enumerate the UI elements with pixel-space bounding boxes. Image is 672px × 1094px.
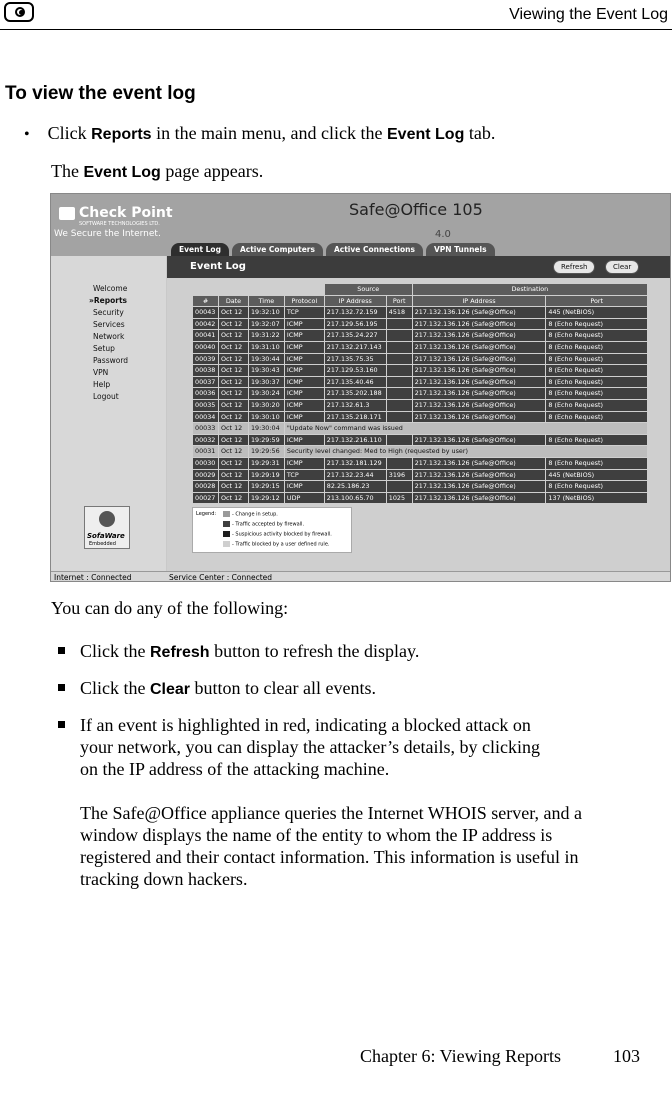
brand-name: Check Point bbox=[79, 205, 173, 221]
table-cell: 217.132.136.126 (Safe@Office) bbox=[412, 353, 546, 365]
tab-active-computers[interactable]: Active Computers bbox=[232, 243, 323, 256]
page-appears-text: The Event Log page appears. bbox=[51, 161, 264, 181]
table-cell: Oct 12 bbox=[218, 318, 248, 330]
table-cell: 00036 bbox=[193, 388, 219, 400]
table-cell: Oct 12 bbox=[218, 307, 248, 319]
table-cell: 19:29:12 bbox=[248, 492, 284, 504]
table-cell: 00038 bbox=[193, 365, 219, 377]
table-cell: 8 (Echo Request) bbox=[546, 353, 648, 365]
legend-item: - Traffic accepted by firewall. bbox=[223, 521, 304, 529]
table-cell bbox=[386, 330, 412, 342]
table-cell: 19:32:10 bbox=[248, 307, 284, 319]
chapter-icon bbox=[4, 2, 34, 22]
table-cell bbox=[386, 365, 412, 377]
intro-text: You can do any of the following: bbox=[51, 598, 289, 618]
table-cell bbox=[386, 399, 412, 411]
whois-paragraph: The Safe@Office appliance queries the Internet WHOIS server, and a window displays the name of the entity to whom the IP address is registered and their contact information. This information is useful in tracking down hackers. bbox=[80, 803, 582, 889]
table-cell: 00033 bbox=[193, 423, 219, 435]
table-cell: 3196 bbox=[386, 469, 412, 481]
table-cell: 00030 bbox=[193, 457, 219, 469]
table-cell: Oct 12 bbox=[218, 353, 248, 365]
table-cell: "Update Now" command was issued bbox=[284, 423, 647, 435]
table-cell: 19:30:24 bbox=[248, 388, 284, 400]
table-cell: 19:31:22 bbox=[248, 330, 284, 342]
table-cell: 00028 bbox=[193, 481, 219, 493]
table-cell: 8 (Echo Request) bbox=[546, 481, 648, 493]
table-cell: 8 (Echo Request) bbox=[546, 341, 648, 353]
table-cell: 217.132.136.126 (Safe@Office) bbox=[412, 457, 546, 469]
running-header: Viewing the Event Log bbox=[509, 6, 668, 23]
table-cell: 19:30:04 bbox=[248, 423, 284, 435]
table-cell[interactable]: 217.132.216.110 bbox=[324, 434, 386, 446]
table-cell: Oct 12 bbox=[218, 481, 248, 493]
table-cell: ICMP bbox=[284, 411, 324, 423]
table-row bbox=[193, 388, 648, 400]
refresh-item: Click the Refresh button to refresh the display. bbox=[80, 641, 420, 661]
table-cell bbox=[386, 341, 412, 353]
table-cell: 8 (Echo Request) bbox=[546, 388, 648, 400]
table-row bbox=[193, 457, 648, 469]
content-pane bbox=[167, 256, 671, 571]
table-cell: Oct 12 bbox=[218, 457, 248, 469]
column-header-row bbox=[193, 295, 648, 307]
square-bullet-icon bbox=[58, 721, 65, 728]
table-cell: ICMP bbox=[284, 388, 324, 400]
table-cell: 00027 bbox=[193, 492, 219, 504]
table-cell bbox=[386, 457, 412, 469]
menu-reports[interactable]: »Reports bbox=[89, 296, 127, 305]
table-cell[interactable]: 217.129.56.195 bbox=[324, 318, 386, 330]
sofaware-logo: SofaWare Embedded bbox=[84, 506, 130, 549]
table-cell[interactable]: 217.129.53.160 bbox=[324, 365, 386, 377]
legend bbox=[192, 507, 352, 553]
table-cell: 19:32:07 bbox=[248, 318, 284, 330]
menu-welcome[interactable]: Welcome bbox=[93, 284, 128, 293]
table-cell: ICMP bbox=[284, 434, 324, 446]
table-cell: 00034 bbox=[193, 411, 219, 423]
col-time: Time bbox=[248, 295, 284, 307]
table-cell: Oct 12 bbox=[218, 330, 248, 342]
sofaware-badge-icon bbox=[99, 511, 115, 527]
table-cell: 19:29:31 bbox=[248, 457, 284, 469]
attack-item: If an event is highlighted in red, indicating a blocked attack on your network, you can display the attacker’s details, by clicking on the IP address of the attacking machine. bbox=[80, 715, 541, 779]
table-cell: Security level changed: Med to High (requested by user) bbox=[284, 446, 647, 458]
table-cell: 217.132.136.126 (Safe@Office) bbox=[412, 469, 546, 481]
service-center-status: Service Center : Connected bbox=[169, 573, 273, 582]
table-cell: 4518 bbox=[386, 307, 412, 319]
table-cell: 217.132.136.126 (Safe@Office) bbox=[412, 376, 546, 388]
footer-page-number: 103 bbox=[613, 1046, 640, 1066]
destination-header: Destination bbox=[412, 284, 647, 296]
table-cell: 8 (Echo Request) bbox=[546, 457, 648, 469]
table-cell[interactable]: 217.132.181.129 bbox=[324, 457, 386, 469]
legend-item: - Suspicious activity blocked by firewall. bbox=[223, 531, 332, 539]
legend-item: - Traffic blocked by a user defined rule. bbox=[223, 541, 330, 549]
table-row bbox=[193, 307, 648, 319]
table-row bbox=[193, 446, 648, 458]
product-name: Safe@Office 105 bbox=[349, 200, 483, 219]
table-cell: 19:29:59 bbox=[248, 434, 284, 446]
table-cell: 8 (Echo Request) bbox=[546, 330, 648, 342]
table-cell: Oct 12 bbox=[218, 434, 248, 446]
refresh-button[interactable]: Refresh bbox=[553, 260, 595, 274]
table-cell: 217.132.136.126 (Safe@Office) bbox=[412, 411, 546, 423]
table-cell[interactable]: 217.135.75.35 bbox=[324, 353, 386, 365]
col-dst-ip: IP Address bbox=[412, 295, 546, 307]
table-row bbox=[193, 399, 648, 411]
table-cell[interactable]: 217.132.72.159 bbox=[324, 307, 386, 319]
table-cell: 19:30:10 bbox=[248, 411, 284, 423]
table-cell: ICMP bbox=[284, 376, 324, 388]
table-cell: 00040 bbox=[193, 341, 219, 353]
table-cell[interactable]: 217.135.24.227 bbox=[324, 330, 386, 342]
table-cell: ICMP bbox=[284, 330, 324, 342]
menu-vpn[interactable]: VPN bbox=[93, 368, 109, 377]
menu-logout[interactable]: Logout bbox=[93, 392, 119, 401]
table-cell: TCP bbox=[284, 307, 324, 319]
table-cell: ICMP bbox=[284, 353, 324, 365]
source-header: Source bbox=[324, 284, 412, 296]
internet-status: Internet : Connected bbox=[54, 573, 132, 582]
table-cell: 00029 bbox=[193, 469, 219, 481]
table-cell: ICMP bbox=[284, 365, 324, 377]
table-cell: Oct 12 bbox=[218, 446, 248, 458]
table-row bbox=[193, 353, 648, 365]
table-cell: 19:30:44 bbox=[248, 353, 284, 365]
table-cell: 19:31:10 bbox=[248, 341, 284, 353]
table-cell: 217.132.136.126 (Safe@Office) bbox=[412, 318, 546, 330]
legend-title: Legend: bbox=[196, 511, 217, 517]
table-cell: 217.132.136.126 (Safe@Office) bbox=[412, 399, 546, 411]
status-bar bbox=[51, 571, 671, 582]
table-cell: 8 (Echo Request) bbox=[546, 399, 648, 411]
table-cell: 19:29:19 bbox=[248, 469, 284, 481]
clear-button[interactable]: Clear bbox=[605, 260, 639, 274]
table-cell: 19:30:37 bbox=[248, 376, 284, 388]
menu-password[interactable]: Password bbox=[93, 356, 129, 365]
page-title: Event Log bbox=[190, 261, 246, 272]
col-protocol: Protocol bbox=[284, 295, 324, 307]
table-cell[interactable]: 217.132.61.3 bbox=[324, 399, 386, 411]
group-header-row bbox=[193, 284, 648, 296]
table-cell: 19:29:15 bbox=[248, 481, 284, 493]
table-row bbox=[193, 365, 648, 377]
table-cell: 19:30:20 bbox=[248, 399, 284, 411]
event-table bbox=[192, 283, 648, 504]
table-cell: 217.132.136.126 (Safe@Office) bbox=[412, 481, 546, 493]
col-dst-port: Port bbox=[546, 295, 648, 307]
section-heading: To view the event log bbox=[5, 83, 196, 104]
table-cell: 00032 bbox=[193, 434, 219, 446]
legend-swatch bbox=[223, 511, 230, 517]
table-cell: 8 (Echo Request) bbox=[546, 376, 648, 388]
legend-item: - Change in setup. bbox=[223, 511, 278, 519]
table-cell bbox=[386, 481, 412, 493]
table-cell: 00043 bbox=[193, 307, 219, 319]
tagline: We Secure the Internet. bbox=[54, 229, 161, 239]
step-bullet: • Click Reports in the main menu, and click the Event Log tab. bbox=[24, 123, 496, 143]
table-cell: Oct 12 bbox=[218, 411, 248, 423]
header-rule bbox=[0, 29, 672, 30]
table-row bbox=[193, 330, 648, 342]
table-cell: Oct 12 bbox=[218, 492, 248, 504]
table-cell[interactable]: 82.25.186.23 bbox=[324, 481, 386, 493]
table-cell[interactable]: 217.135.40.46 bbox=[324, 376, 386, 388]
table-cell: 19:30:43 bbox=[248, 365, 284, 377]
square-bullet-icon bbox=[58, 647, 65, 654]
event-log-screenshot bbox=[50, 193, 671, 582]
table-cell: 8 (Echo Request) bbox=[546, 365, 648, 377]
table-cell bbox=[386, 318, 412, 330]
version: 4.0 bbox=[435, 229, 451, 240]
col-src-port: Port bbox=[386, 295, 412, 307]
tab-event-log[interactable]: Event Log bbox=[171, 243, 229, 256]
table-cell: 217.132.136.126 (Safe@Office) bbox=[412, 330, 546, 342]
menu-network[interactable]: Network bbox=[93, 332, 125, 341]
page-title-bar bbox=[167, 256, 671, 278]
table-cell: ICMP bbox=[284, 457, 324, 469]
table-cell: ICMP bbox=[284, 399, 324, 411]
table-row bbox=[193, 423, 648, 435]
table-row bbox=[193, 492, 648, 504]
col-number: # bbox=[193, 295, 219, 307]
legend-swatch bbox=[223, 541, 230, 547]
table-row bbox=[193, 318, 648, 330]
col-src-ip: IP Address bbox=[324, 295, 386, 307]
bullet-icon: • bbox=[24, 126, 30, 143]
table-row bbox=[193, 469, 648, 481]
brand-sub: SOFTWARE TECHNOLOGIES LTD. bbox=[79, 221, 160, 227]
table-row bbox=[193, 434, 648, 446]
table-cell: Oct 12 bbox=[218, 399, 248, 411]
sidebar bbox=[51, 256, 166, 571]
table-cell: 00037 bbox=[193, 376, 219, 388]
tab-vpn-tunnels[interactable]: VPN Tunnels bbox=[426, 243, 495, 256]
tab-active-connections[interactable]: Active Connections bbox=[326, 243, 423, 256]
footer-chapter: Chapter 6: Viewing Reports bbox=[360, 1046, 562, 1066]
mail-logo-icon bbox=[59, 207, 75, 220]
table-cell: 217.132.136.126 (Safe@Office) bbox=[412, 365, 546, 377]
table-cell: ICMP bbox=[284, 318, 324, 330]
table-cell: 00042 bbox=[193, 318, 219, 330]
table-row bbox=[193, 411, 648, 423]
table-cell: 8 (Echo Request) bbox=[546, 411, 648, 423]
table-cell[interactable]: 217.132.217.143 bbox=[324, 341, 386, 353]
table-cell: Oct 12 bbox=[218, 423, 248, 435]
menu-setup[interactable]: Setup bbox=[93, 344, 115, 353]
table-cell[interactable]: 213.100.65.70 bbox=[324, 492, 386, 504]
table-row bbox=[193, 341, 648, 353]
menu-help[interactable]: Help bbox=[93, 380, 111, 389]
col-date: Date bbox=[218, 295, 248, 307]
table-row bbox=[193, 376, 648, 388]
table-cell: UDP bbox=[284, 492, 324, 504]
table-cell: 217.132.136.126 (Safe@Office) bbox=[412, 388, 546, 400]
table-cell bbox=[386, 353, 412, 365]
clear-item: Click the Clear button to clear all events. bbox=[80, 678, 376, 698]
table-cell: Oct 12 bbox=[218, 365, 248, 377]
table-cell[interactable]: 217.132.23.44 bbox=[324, 469, 386, 481]
table-cell bbox=[386, 434, 412, 446]
table-cell[interactable]: 217.135.202.188 bbox=[324, 388, 386, 400]
table-cell: 8 (Echo Request) bbox=[546, 434, 648, 446]
table-cell: 8 (Echo Request) bbox=[546, 318, 648, 330]
table-cell: 00039 bbox=[193, 353, 219, 365]
table-cell: 00041 bbox=[193, 330, 219, 342]
legend-swatch bbox=[223, 521, 230, 527]
table-cell: Oct 12 bbox=[218, 341, 248, 353]
legend-swatch bbox=[223, 531, 230, 537]
table-cell: 445 (NetBIOS) bbox=[546, 469, 648, 481]
menu-services[interactable]: Services bbox=[93, 320, 125, 329]
table-row bbox=[193, 481, 648, 493]
table-cell[interactable]: 217.135.218.171 bbox=[324, 411, 386, 423]
table-cell: TCP bbox=[284, 469, 324, 481]
table-cell: 445 (NetBIOS) bbox=[546, 307, 648, 319]
table-cell: 00031 bbox=[193, 446, 219, 458]
table-cell: Oct 12 bbox=[218, 388, 248, 400]
tab-bar bbox=[171, 243, 495, 256]
table-cell: 217.132.136.126 (Safe@Office) bbox=[412, 434, 546, 446]
table-cell: 19:29:56 bbox=[248, 446, 284, 458]
table-cell: Oct 12 bbox=[218, 469, 248, 481]
menu-security[interactable]: Security bbox=[93, 308, 124, 317]
table-cell: 217.132.136.126 (Safe@Office) bbox=[412, 341, 546, 353]
table-cell: Oct 12 bbox=[218, 376, 248, 388]
table-cell: 217.132.136.126 (Safe@Office) bbox=[412, 492, 546, 504]
table-cell bbox=[386, 411, 412, 423]
table-cell: 00035 bbox=[193, 399, 219, 411]
table-cell bbox=[386, 376, 412, 388]
table-cell: ICMP bbox=[284, 481, 324, 493]
table-cell bbox=[386, 388, 412, 400]
table-cell: ICMP bbox=[284, 341, 324, 353]
table-cell: 1025 bbox=[386, 492, 412, 504]
square-bullet-icon bbox=[58, 684, 65, 691]
table-cell: 217.132.136.126 (Safe@Office) bbox=[412, 307, 546, 319]
table-cell: 137 (NetBIOS) bbox=[546, 492, 648, 504]
